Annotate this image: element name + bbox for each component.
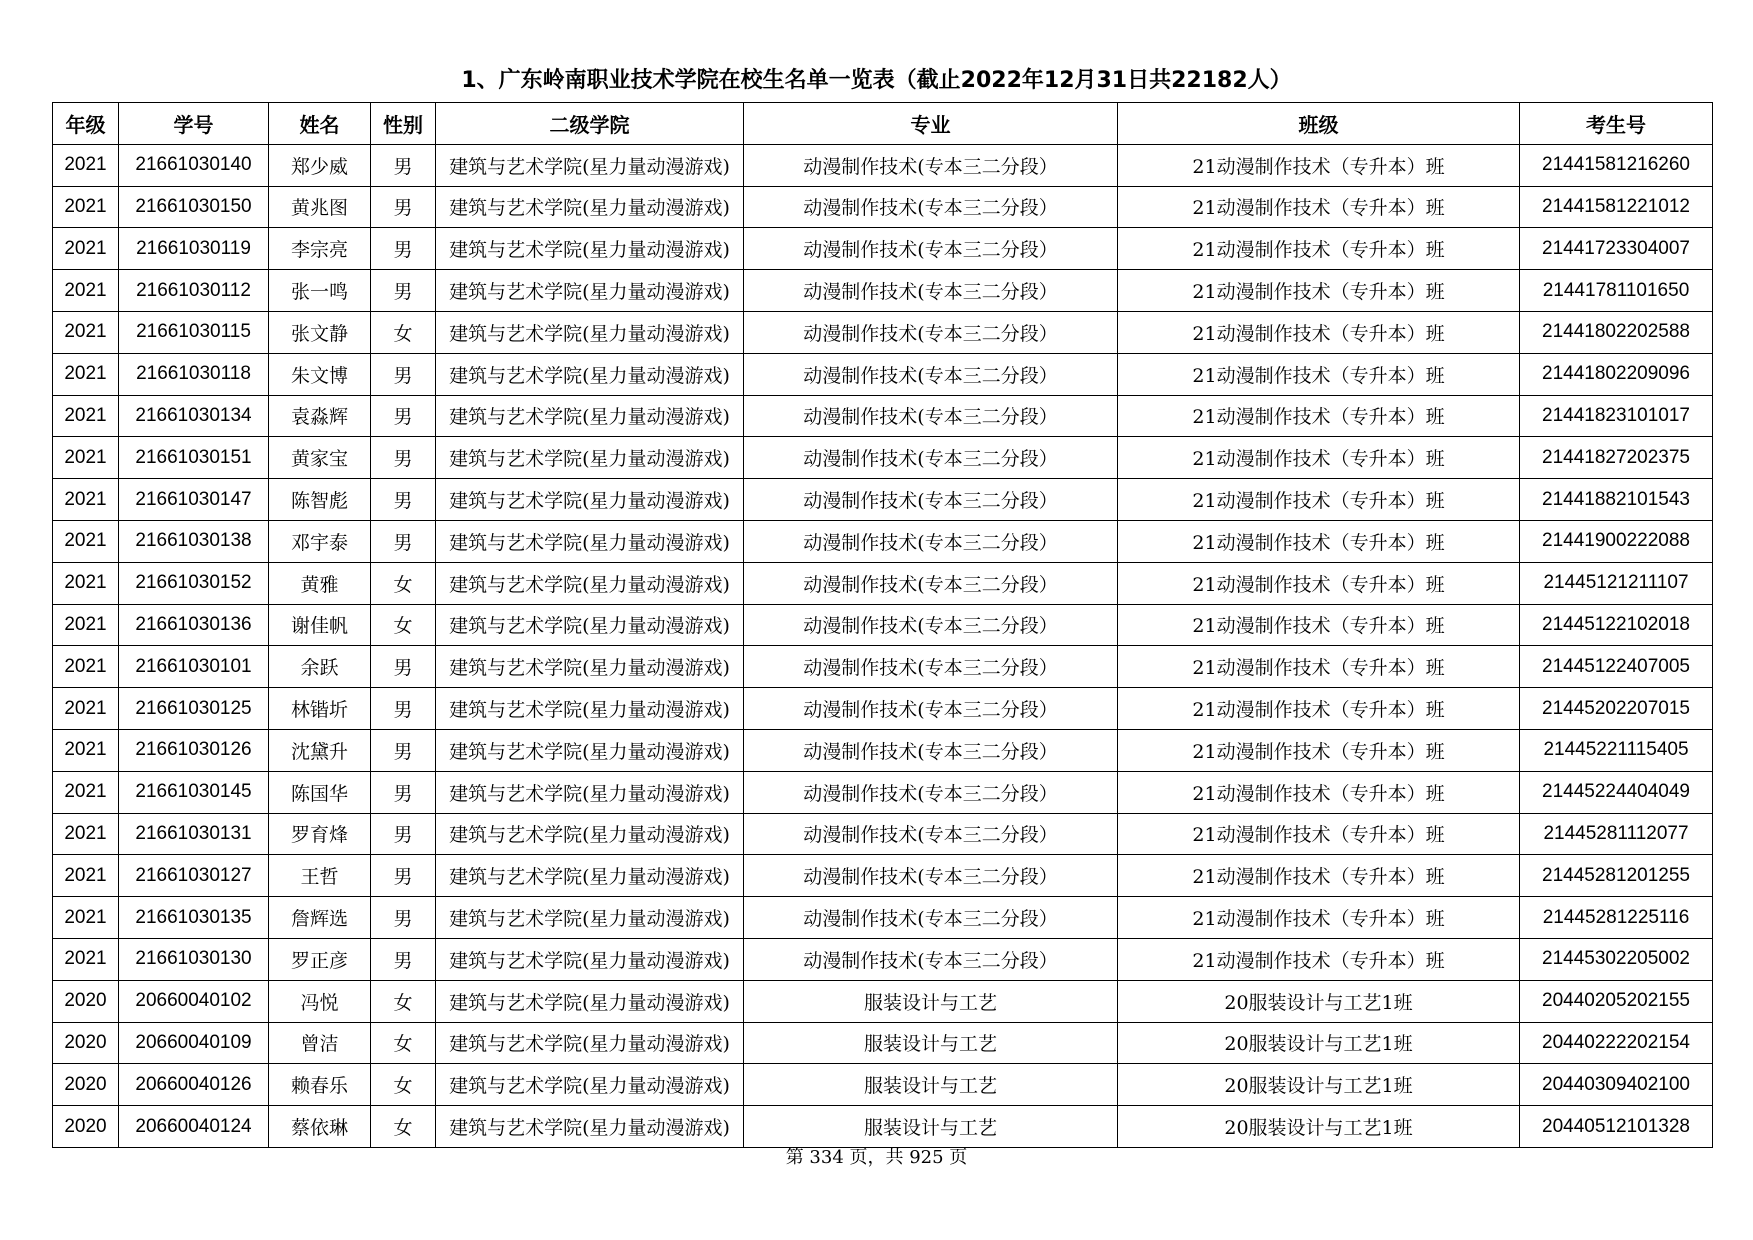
gender-cell: 女 [371, 1106, 436, 1148]
exam-number-cell: 21445281201255 [1520, 855, 1713, 897]
class-cell: 21动漫制作技术（专升本）班 [1118, 520, 1520, 562]
college-cell: 建筑与艺术学院(星力量动漫游戏) [436, 980, 744, 1022]
major-cell: 动漫制作技术(专本三二分段） [744, 270, 1118, 312]
grade-cell: 2021 [53, 897, 119, 939]
major-cell: 服装设计与工艺 [744, 980, 1118, 1022]
grade-cell: 2021 [53, 186, 119, 228]
table-row [53, 604, 1713, 646]
table-row [53, 897, 1713, 939]
college-cell: 建筑与艺术学院(星力量动漫游戏) [436, 186, 744, 228]
exam-number-cell: 21441827202375 [1520, 437, 1713, 479]
college-cell: 建筑与艺术学院(星力量动漫游戏) [436, 1106, 744, 1148]
name-cell: 黄雅 [269, 562, 371, 604]
grade-cell: 2021 [53, 395, 119, 437]
grade-cell: 2021 [53, 688, 119, 730]
gender-cell: 男 [371, 771, 436, 813]
name-cell: 朱文博 [269, 353, 371, 395]
table-row [53, 729, 1713, 771]
major-cell: 动漫制作技术(专本三二分段） [744, 688, 1118, 730]
student-id-cell: 21661030135 [119, 897, 269, 939]
gender-cell: 男 [371, 897, 436, 939]
exam-number-cell: 21445202207015 [1520, 688, 1713, 730]
exam-number-cell: 21441581221012 [1520, 186, 1713, 228]
column-header-name: 姓名 [269, 103, 371, 145]
name-cell: 李宗亮 [269, 228, 371, 270]
exam-number-cell: 21445224404049 [1520, 771, 1713, 813]
college-cell: 建筑与艺术学院(星力量动漫游戏) [436, 771, 744, 813]
exam-number-cell: 21441823101017 [1520, 395, 1713, 437]
grade-cell: 2021 [53, 228, 119, 270]
grade-cell: 2021 [53, 311, 119, 353]
grade-cell: 2021 [53, 938, 119, 980]
column-header-gender: 性别 [371, 103, 436, 145]
college-cell: 建筑与艺术学院(星力量动漫游戏) [436, 437, 744, 479]
class-cell: 21动漫制作技术（专升本）班 [1118, 938, 1520, 980]
student-id-cell: 21661030140 [119, 144, 269, 186]
major-cell: 动漫制作技术(专本三二分段） [744, 938, 1118, 980]
class-cell: 20服装设计与工艺1班 [1118, 1106, 1520, 1148]
gender-cell: 男 [371, 228, 436, 270]
grade-cell: 2020 [53, 1022, 119, 1064]
table-row [53, 646, 1713, 688]
grade-cell: 2021 [53, 604, 119, 646]
major-cell: 动漫制作技术(专本三二分段） [744, 855, 1118, 897]
gender-cell: 男 [371, 186, 436, 228]
class-cell: 21动漫制作技术（专升本）班 [1118, 186, 1520, 228]
exam-number-cell: 21441781101650 [1520, 270, 1713, 312]
college-cell: 建筑与艺术学院(星力量动漫游戏) [436, 395, 744, 437]
college-cell: 建筑与艺术学院(星力量动漫游戏) [436, 228, 744, 270]
college-cell: 建筑与艺术学院(星力量动漫游戏) [436, 353, 744, 395]
class-cell: 21动漫制作技术（专升本）班 [1118, 897, 1520, 939]
class-cell: 21动漫制作技术（专升本）班 [1118, 479, 1520, 521]
grade-cell: 2021 [53, 813, 119, 855]
exam-number-cell: 21445302205002 [1520, 938, 1713, 980]
exam-number-cell: 21445122407005 [1520, 646, 1713, 688]
college-cell: 建筑与艺术学院(星力量动漫游戏) [436, 646, 744, 688]
class-cell: 21动漫制作技术（专升本）班 [1118, 604, 1520, 646]
gender-cell: 女 [371, 980, 436, 1022]
student-roster-table [52, 102, 1713, 1148]
table-body [53, 144, 1713, 1147]
gender-cell: 男 [371, 144, 436, 186]
table-row [53, 938, 1713, 980]
name-cell: 詹辉选 [269, 897, 371, 939]
class-cell: 21动漫制作技术（专升本）班 [1118, 646, 1520, 688]
gender-cell: 男 [371, 395, 436, 437]
major-cell: 动漫制作技术(专本三二分段） [744, 897, 1118, 939]
major-cell: 服装设计与工艺 [744, 1022, 1118, 1064]
college-cell: 建筑与艺术学院(星力量动漫游戏) [436, 1064, 744, 1106]
gender-cell: 男 [371, 729, 436, 771]
class-cell: 21动漫制作技术（专升本）班 [1118, 855, 1520, 897]
class-cell: 20服装设计与工艺1班 [1118, 1022, 1520, 1064]
student-id-cell: 21661030118 [119, 353, 269, 395]
grade-cell: 2020 [53, 980, 119, 1022]
student-id-cell: 21661030145 [119, 771, 269, 813]
student-id-cell: 21661030130 [119, 938, 269, 980]
college-cell: 建筑与艺术学院(星力量动漫游戏) [436, 688, 744, 730]
class-cell: 21动漫制作技术（专升本）班 [1118, 688, 1520, 730]
grade-cell: 2020 [53, 1106, 119, 1148]
exam-number-cell: 20440222202154 [1520, 1022, 1713, 1064]
major-cell: 动漫制作技术(专本三二分段） [744, 144, 1118, 186]
page-footer: 第 334 页，共 925 页 [785, 1147, 968, 1168]
grade-cell: 2021 [53, 771, 119, 813]
gender-cell: 男 [371, 520, 436, 562]
class-cell: 21动漫制作技术（专升本）班 [1118, 311, 1520, 353]
grade-cell: 2021 [53, 144, 119, 186]
table-row [53, 228, 1713, 270]
exam-number-cell: 21441581216260 [1520, 144, 1713, 186]
class-cell: 21动漫制作技术（专升本）班 [1118, 395, 1520, 437]
exam-number-cell: 21445122102018 [1520, 604, 1713, 646]
class-cell: 21动漫制作技术（专升本）班 [1118, 144, 1520, 186]
name-cell: 黄兆图 [269, 186, 371, 228]
gender-cell: 女 [371, 1022, 436, 1064]
table-row [53, 771, 1713, 813]
class-cell: 21动漫制作技术（专升本）班 [1118, 353, 1520, 395]
gender-cell: 男 [371, 479, 436, 521]
name-cell: 张一鸣 [269, 270, 371, 312]
table-row [53, 1022, 1713, 1064]
table-row [53, 688, 1713, 730]
table-row [53, 395, 1713, 437]
exam-number-cell: 21445281112077 [1520, 813, 1713, 855]
major-cell: 动漫制作技术(专本三二分段） [744, 771, 1118, 813]
table-row [53, 270, 1713, 312]
student-id-cell: 21661030112 [119, 270, 269, 312]
column-header-grade: 年级 [53, 103, 119, 145]
column-header-major: 专业 [744, 103, 1118, 145]
exam-number-cell: 20440205202155 [1520, 980, 1713, 1022]
column-header-class: 班级 [1118, 103, 1520, 145]
table-row [53, 980, 1713, 1022]
exam-number-cell: 21441723304007 [1520, 228, 1713, 270]
college-cell: 建筑与艺术学院(星力量动漫游戏) [436, 729, 744, 771]
exam-number-cell: 21441882101543 [1520, 479, 1713, 521]
exam-number-cell: 21441802209096 [1520, 353, 1713, 395]
exam-number-cell: 21445121211107 [1520, 562, 1713, 604]
student-id-cell: 20660040126 [119, 1064, 269, 1106]
student-id-cell: 21661030101 [119, 646, 269, 688]
exam-number-cell: 20440512101328 [1520, 1106, 1713, 1148]
student-id-cell: 21661030138 [119, 520, 269, 562]
gender-cell: 男 [371, 813, 436, 855]
college-cell: 建筑与艺术学院(星力量动漫游戏) [436, 311, 744, 353]
student-id-cell: 20660040124 [119, 1106, 269, 1148]
name-cell: 黄家宝 [269, 437, 371, 479]
grade-cell: 2021 [53, 270, 119, 312]
table-row [53, 1106, 1713, 1148]
gender-cell: 女 [371, 1064, 436, 1106]
major-cell: 动漫制作技术(专本三二分段） [744, 520, 1118, 562]
student-id-cell: 21661030131 [119, 813, 269, 855]
major-cell: 动漫制作技术(专本三二分段） [744, 353, 1118, 395]
table-row [53, 437, 1713, 479]
table-row [53, 311, 1713, 353]
table-row [53, 353, 1713, 395]
student-id-cell: 21661030126 [119, 729, 269, 771]
college-cell: 建筑与艺术学院(星力量动漫游戏) [436, 897, 744, 939]
name-cell: 罗正彦 [269, 938, 371, 980]
gender-cell: 男 [371, 938, 436, 980]
name-cell: 罗育烽 [269, 813, 371, 855]
major-cell: 动漫制作技术(专本三二分段） [744, 562, 1118, 604]
class-cell: 21动漫制作技术（专升本）班 [1118, 771, 1520, 813]
major-cell: 动漫制作技术(专本三二分段） [744, 646, 1118, 688]
class-cell: 21动漫制作技术（专升本）班 [1118, 228, 1520, 270]
college-cell: 建筑与艺术学院(星力量动漫游戏) [436, 520, 744, 562]
table-row [53, 562, 1713, 604]
student-id-cell: 21661030152 [119, 562, 269, 604]
grade-cell: 2021 [53, 437, 119, 479]
name-cell: 张文静 [269, 311, 371, 353]
table-row [53, 479, 1713, 521]
exam-number-cell: 21441900222088 [1520, 520, 1713, 562]
student-id-cell: 20660040109 [119, 1022, 269, 1064]
name-cell: 冯悦 [269, 980, 371, 1022]
grade-cell: 2021 [53, 520, 119, 562]
table-row [53, 186, 1713, 228]
gender-cell: 女 [371, 311, 436, 353]
student-id-cell: 21661030151 [119, 437, 269, 479]
name-cell: 林锴圻 [269, 688, 371, 730]
college-cell: 建筑与艺术学院(星力量动漫游戏) [436, 144, 744, 186]
page-title: 1、广东岭南职业技术学院在校生名单一览表（截止2022年12月31日共22182人） [461, 68, 1292, 93]
name-cell: 谢佳帆 [269, 604, 371, 646]
exam-number-cell: 21441802202588 [1520, 311, 1713, 353]
student-id-cell: 21661030147 [119, 479, 269, 521]
table-row [53, 144, 1713, 186]
student-id-cell: 21661030119 [119, 228, 269, 270]
class-cell: 21动漫制作技术（专升本）班 [1118, 729, 1520, 771]
column-header-student-id: 学号 [119, 103, 269, 145]
college-cell: 建筑与艺术学院(星力量动漫游戏) [436, 813, 744, 855]
major-cell: 服装设计与工艺 [744, 1064, 1118, 1106]
college-cell: 建筑与艺术学院(星力量动漫游戏) [436, 938, 744, 980]
major-cell: 服装设计与工艺 [744, 1106, 1118, 1148]
student-id-cell: 21661030127 [119, 855, 269, 897]
class-cell: 21动漫制作技术（专升本）班 [1118, 270, 1520, 312]
name-cell: 陈国华 [269, 771, 371, 813]
major-cell: 动漫制作技术(专本三二分段） [744, 228, 1118, 270]
student-id-cell: 21661030150 [119, 186, 269, 228]
gender-cell: 男 [371, 855, 436, 897]
major-cell: 动漫制作技术(专本三二分段） [744, 395, 1118, 437]
name-cell: 袁淼辉 [269, 395, 371, 437]
class-cell: 21动漫制作技术（专升本）班 [1118, 813, 1520, 855]
class-cell: 20服装设计与工艺1班 [1118, 980, 1520, 1022]
student-id-cell: 21661030125 [119, 688, 269, 730]
name-cell: 沈黛升 [269, 729, 371, 771]
exam-number-cell: 20440309402100 [1520, 1064, 1713, 1106]
college-cell: 建筑与艺术学院(星力量动漫游戏) [436, 479, 744, 521]
table-row [53, 520, 1713, 562]
major-cell: 动漫制作技术(专本三二分段） [744, 186, 1118, 228]
grade-cell: 2021 [53, 562, 119, 604]
major-cell: 动漫制作技术(专本三二分段） [744, 437, 1118, 479]
student-id-cell: 21661030115 [119, 311, 269, 353]
major-cell: 动漫制作技术(专本三二分段） [744, 813, 1118, 855]
grade-cell: 2021 [53, 729, 119, 771]
name-cell: 王哲 [269, 855, 371, 897]
class-cell: 21动漫制作技术（专升本）班 [1118, 562, 1520, 604]
college-cell: 建筑与艺术学院(星力量动漫游戏) [436, 855, 744, 897]
table-row [53, 813, 1713, 855]
gender-cell: 女 [371, 604, 436, 646]
student-id-cell: 21661030134 [119, 395, 269, 437]
name-cell: 赖春乐 [269, 1064, 371, 1106]
gender-cell: 男 [371, 353, 436, 395]
name-cell: 郑少威 [269, 144, 371, 186]
gender-cell: 男 [371, 688, 436, 730]
gender-cell: 男 [371, 646, 436, 688]
table-header-row [53, 103, 1713, 145]
student-id-cell: 21661030136 [119, 604, 269, 646]
exam-number-cell: 21445221115405 [1520, 729, 1713, 771]
major-cell: 动漫制作技术(专本三二分段） [744, 729, 1118, 771]
grade-cell: 2021 [53, 855, 119, 897]
major-cell: 动漫制作技术(专本三二分段） [744, 604, 1118, 646]
college-cell: 建筑与艺术学院(星力量动漫游戏) [436, 1022, 744, 1064]
college-cell: 建筑与艺术学院(星力量动漫游戏) [436, 604, 744, 646]
major-cell: 动漫制作技术(专本三二分段） [744, 311, 1118, 353]
gender-cell: 女 [371, 562, 436, 604]
table-row [53, 1064, 1713, 1106]
class-cell: 20服装设计与工艺1班 [1118, 1064, 1520, 1106]
class-cell: 21动漫制作技术（专升本）班 [1118, 437, 1520, 479]
name-cell: 蔡依琳 [269, 1106, 371, 1148]
gender-cell: 男 [371, 437, 436, 479]
major-cell: 动漫制作技术(专本三二分段） [744, 479, 1118, 521]
name-cell: 陈智彪 [269, 479, 371, 521]
college-cell: 建筑与艺术学院(星力量动漫游戏) [436, 270, 744, 312]
college-cell: 建筑与艺术学院(星力量动漫游戏) [436, 562, 744, 604]
exam-number-cell: 21445281225116 [1520, 897, 1713, 939]
grade-cell: 2020 [53, 1064, 119, 1106]
grade-cell: 2021 [53, 479, 119, 521]
student-id-cell: 20660040102 [119, 980, 269, 1022]
name-cell: 曾洁 [269, 1022, 371, 1064]
grade-cell: 2021 [53, 353, 119, 395]
grade-cell: 2021 [53, 646, 119, 688]
name-cell: 邓宇泰 [269, 520, 371, 562]
name-cell: 余跃 [269, 646, 371, 688]
column-header-college: 二级学院 [436, 103, 744, 145]
column-header-exam-number: 考生号 [1520, 103, 1713, 145]
gender-cell: 男 [371, 270, 436, 312]
table-row [53, 855, 1713, 897]
